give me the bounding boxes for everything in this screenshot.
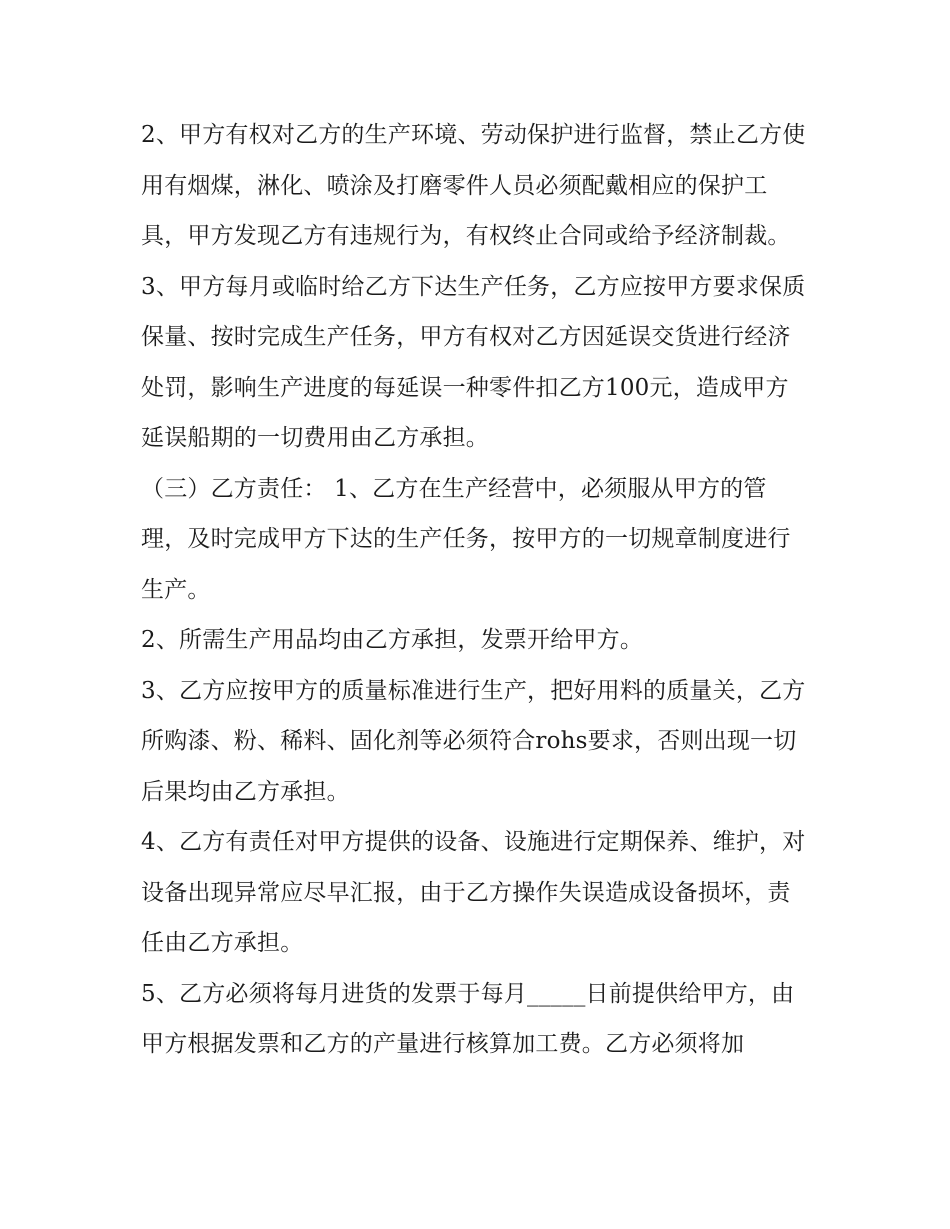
paragraph-clause-3-quality: 3、乙方应按甲方的质量标准进行生产，把好用料的质量关，乙方所购漆、粉、稀料、固化剂等必须符合rohs要求，否则出现一切后果均由乙方承担。 (141, 677, 806, 805)
paragraph-clause-3-production-tasks: 3、甲方每月或临时给乙方下达生产任务，乙方应按甲方要求保质保量、按时完成生产任务，甲方有权对乙方因延误交货进行经济处罚，影响生产进度的每延误一种零件扣乙方100元，造成甲方延误船期的一切费用由乙方承担。 (141, 273, 806, 451)
paragraph-clause-5-invoices: 5、乙方必须将每月进货的发票于每月_____日前提供给甲方，由甲方根据发票和乙方的产量进行核算加工费。乙方必须将加 (141, 980, 795, 1057)
paragraph-clause-2-supplies: 2、所需生产用品均由乙方承担，发票开给甲方。 (141, 627, 644, 653)
paragraph-clause-4-maintenance: 4、乙方有责任对甲方提供的设备、设施进行定期保养、维护，对设备出现异常应尽早汇报，由于乙方操作失误造成设备损坏，责任由乙方承担。 (141, 829, 806, 956)
paragraph-clause-2-supervision: 2、甲方有权对乙方的生产环境、劳动保护进行监督，禁止乙方使用有烟煤，淋化、喷涂及打磨零件人员必须配戴相应的保护工具，甲方发现乙方有违规行为，有权终止合同或给予经济制裁。 (141, 122, 806, 249)
document-page (141, 110, 811, 1070)
paragraph-party-b-responsibilities: （三）乙方责任： 1、乙方在生产经营中，必须服从甲方的管理，及时完成甲方下达的生产任务，按甲方的一切规章制度进行生产。 (141, 475, 791, 603)
